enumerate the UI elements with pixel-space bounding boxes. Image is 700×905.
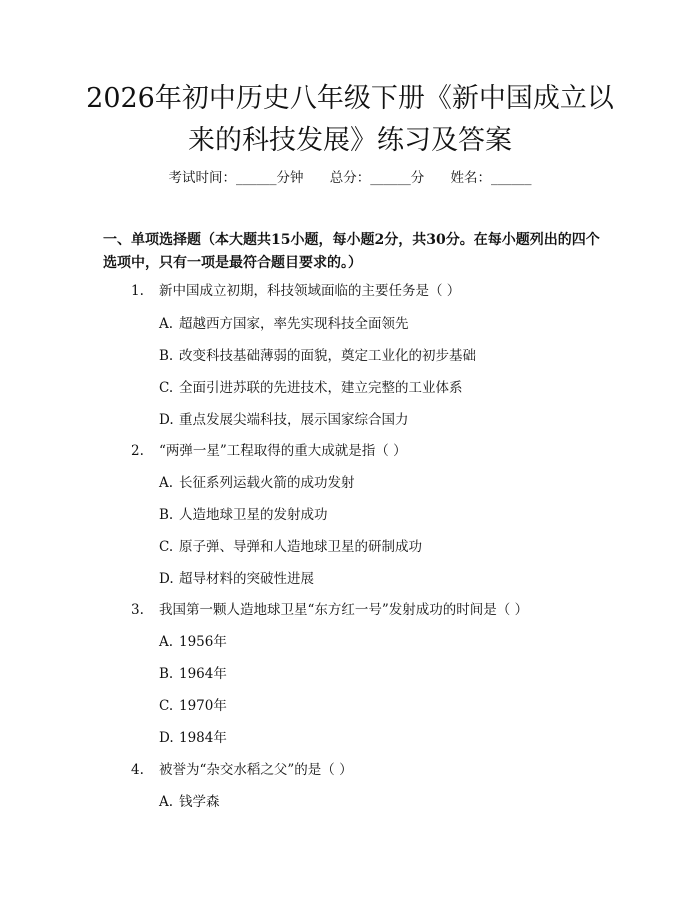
exam-time-field: 考试时间：______分钟 (168, 170, 304, 186)
option-letter: C. (159, 698, 174, 714)
option-text: 1956年 (179, 634, 227, 650)
option-text: 1964年 (179, 666, 227, 682)
question-3-option-a (159, 632, 227, 652)
option-text: 全面引进苏联的先进技术，建立完整的工业体系 (179, 380, 463, 396)
question-2 (131, 441, 407, 461)
question-2-option-d (159, 569, 314, 589)
option-letter: A. (159, 794, 174, 810)
question-4-option-a (159, 792, 220, 812)
option-text: 钱学森 (179, 794, 220, 810)
option-letter: B. (159, 666, 174, 682)
option-text: 重点发展尖端科技，展示国家综合国力 (179, 412, 409, 428)
exam-info-line (0, 168, 700, 188)
section-heading-single-choice: 一、单项选择题（本大题共15小题，每小题2分，共30分。在每小题列出的四个选项中，只有一项是最符合题目要求的。） (103, 232, 600, 271)
document-title: 2026年初中历史八年级下册《新中国成立以来的科技发展》练习及答案 (86, 83, 614, 156)
option-letter: A. (159, 475, 174, 491)
question-text: “两弹一星”工程取得的重大成就是指（ ） (159, 443, 407, 459)
question-number: 1. (131, 283, 144, 299)
option-letter: D. (159, 412, 174, 428)
question-3-option-b (159, 664, 227, 684)
question-2-option-a (159, 473, 355, 493)
option-text: 超越西方国家，率先实现科技全面领先 (179, 316, 409, 332)
option-letter: D. (159, 571, 174, 587)
option-text: 人造地球卫星的发射成功 (179, 507, 328, 523)
option-letter: A. (159, 316, 174, 332)
option-text: 1970年 (179, 698, 227, 714)
question-3 (131, 600, 528, 620)
question-text: 被誉为“杂交水稻之父”的是（ ） (159, 762, 353, 778)
option-letter: B. (159, 348, 174, 364)
option-text: 超导材料的突破性进展 (179, 571, 314, 587)
option-letter: D. (159, 730, 174, 746)
question-text: 我国第一颗人造地球卫星“东方红一号”发射成功的时间是（ ） (159, 602, 529, 618)
question-3-option-d (159, 728, 227, 748)
question-1 (131, 281, 460, 301)
option-text: 改变科技基础薄弱的面貌，奠定工业化的初步基础 (179, 348, 476, 364)
option-letter: A. (159, 634, 174, 650)
student-name-field: 姓名：______ (450, 170, 532, 186)
question-1-option-d (159, 410, 409, 430)
option-text: 1984年 (179, 730, 227, 746)
question-1-option-a (159, 314, 409, 334)
option-letter: B. (159, 507, 174, 523)
question-1-option-b (159, 346, 476, 366)
question-number: 3. (131, 602, 144, 618)
question-2-option-b (159, 505, 328, 525)
option-letter: C. (159, 380, 174, 396)
question-2-option-c (159, 537, 422, 557)
total-score-field: 总分：______分 (329, 170, 425, 186)
question-1-option-c (159, 378, 463, 398)
question-4 (131, 760, 353, 780)
option-text: 长征系列运载火箭的成功发射 (179, 475, 355, 491)
question-number: 4. (131, 762, 144, 778)
option-letter: C. (159, 539, 174, 555)
option-text: 原子弹、导弹和人造地球卫星的研制成功 (179, 539, 422, 555)
question-text: 新中国成立初期，科技领域面临的主要任务是（ ） (159, 283, 461, 299)
question-3-option-c (159, 696, 227, 716)
question-number: 2. (131, 443, 144, 459)
